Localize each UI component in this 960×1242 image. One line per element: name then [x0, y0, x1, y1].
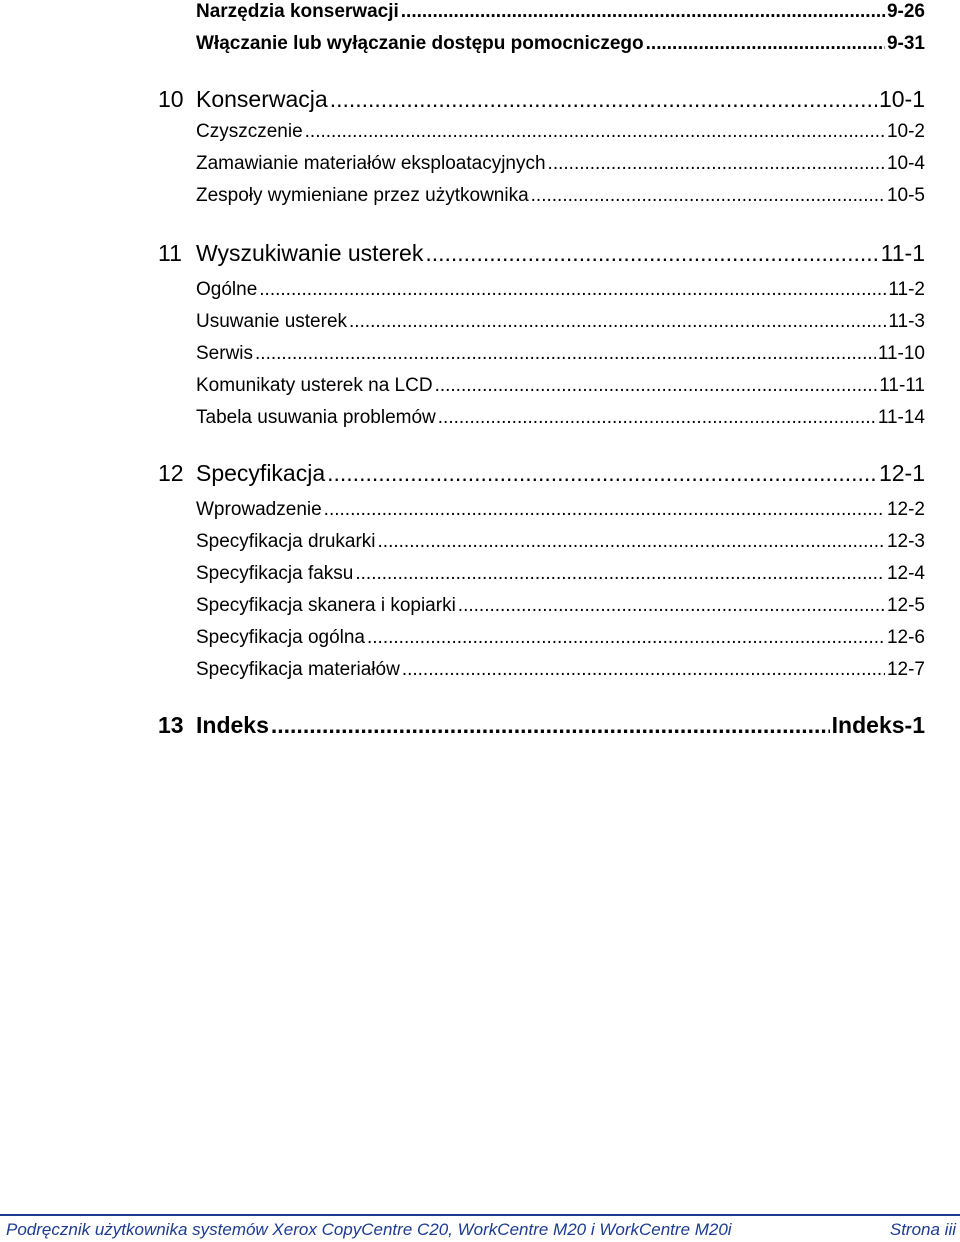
footer-page-number: Strona iii [889, 1220, 956, 1239]
toc-leader-dots [425, 242, 878, 265]
toc-leader-dots [401, 2, 885, 21]
toc-leader-dots [646, 34, 885, 53]
toc-title: Włączanie lub wyłączanie dostępu pomocniczego [196, 33, 644, 54]
toc-chapter-number: 13 [158, 712, 184, 738]
toc-title: Specyfikacja [196, 460, 326, 486]
toc-leader-dots [349, 312, 886, 331]
toc-entry[interactable] [196, 376, 925, 395]
toc-page-number: 11-10 [877, 343, 925, 364]
toc-entry[interactable] [196, 34, 925, 53]
toc-page-number: 11-3 [888, 311, 925, 332]
toc-entry[interactable] [196, 312, 925, 331]
toc-leader-dots [259, 280, 886, 299]
toc-title: Specyfikacja materiałów [196, 659, 400, 680]
toc-leader-dots [355, 564, 885, 583]
toc-page-number: 10-5 [886, 185, 925, 206]
toc-title: Serwis [196, 343, 254, 364]
toc-entry[interactable] [196, 564, 925, 583]
toc-chapter[interactable] [158, 714, 925, 737]
toc-title: Tabela usuwania problemów [196, 407, 436, 428]
toc-entry[interactable] [196, 2, 925, 21]
toc-page-number: 10-4 [886, 153, 925, 174]
toc-entry[interactable] [196, 408, 925, 427]
toc-entry[interactable] [196, 628, 925, 647]
toc-title: Zamawianie materiałów eksploatacyjnych [196, 153, 546, 174]
toc-leader-dots [548, 154, 885, 173]
toc-page-number: 11-11 [879, 375, 925, 396]
toc-entry[interactable] [196, 186, 925, 205]
toc-leader-dots [327, 462, 877, 485]
toc-chapter-number: 10 [158, 86, 184, 112]
toc-page-number: 12-1 [878, 460, 925, 486]
toc-page-number: 11-1 [880, 240, 925, 266]
toc-page-number: 12-5 [886, 595, 925, 616]
footer-rule [0, 1214, 960, 1216]
toc-entry[interactable] [196, 280, 925, 299]
toc-page-number: 12-4 [886, 563, 925, 584]
toc-title: Ogólne [196, 279, 258, 300]
toc-leader-dots [531, 186, 885, 205]
toc-leader-dots [367, 628, 885, 647]
toc-leader-dots [330, 88, 877, 111]
toc-leader-dots [271, 714, 830, 737]
toc-leader-dots [435, 376, 878, 395]
toc-entry[interactable] [196, 122, 925, 141]
toc-chapter[interactable] [158, 88, 925, 111]
toc-title: Czyszczenie [196, 121, 303, 142]
toc-page-number: 12-3 [886, 531, 925, 552]
toc-page-number: Indeks-1 [831, 712, 925, 738]
toc-title: Wyszukiwanie usterek [196, 240, 424, 266]
toc-leader-dots [324, 500, 885, 519]
toc-entry[interactable] [196, 154, 925, 173]
toc-title: Narzędzia konserwacji [196, 1, 399, 22]
toc-title: Indeks [196, 712, 269, 738]
toc-page-number: 9-31 [886, 33, 925, 54]
toc-title: Specyfikacja faksu [196, 563, 354, 584]
toc-page-number: 10-2 [886, 121, 925, 142]
toc-chapter-number: 11 [158, 240, 182, 266]
toc-title: Usuwanie usterek [196, 311, 348, 332]
toc-page-number: 11-14 [877, 407, 925, 428]
toc-page-number: 10-1 [878, 86, 925, 112]
toc-entry[interactable] [196, 596, 925, 615]
toc-chapter[interactable] [158, 462, 925, 485]
toc-chapter[interactable] [158, 242, 925, 265]
toc-page-number: 12-7 [886, 659, 925, 680]
toc-entry[interactable] [196, 532, 925, 551]
page-footer [6, 1220, 956, 1240]
toc-entry[interactable] [196, 500, 925, 519]
toc-page-number: 12-6 [886, 627, 925, 648]
toc-leader-dots [378, 532, 885, 551]
toc-page-number: 11-2 [888, 279, 925, 300]
toc-leader-dots [402, 660, 885, 679]
toc-leader-dots [458, 596, 885, 615]
toc-leader-dots [305, 122, 885, 141]
toc-chapter-number: 12 [158, 460, 184, 486]
toc-title: Specyfikacja ogólna [196, 627, 365, 648]
toc-page-number: 12-2 [886, 499, 925, 520]
toc-title: Konserwacja [196, 86, 328, 112]
toc-title: Komunikaty usterek na LCD [196, 375, 433, 396]
toc-title: Specyfikacja skanera i kopiarki [196, 595, 456, 616]
toc-title: Wprowadzenie [196, 499, 322, 520]
toc-page-number: 9-26 [886, 1, 925, 22]
toc-title: Zespoły wymieniane przez użytkownika [196, 185, 529, 206]
toc-entry[interactable] [196, 660, 925, 679]
toc-title: Specyfikacja drukarki [196, 531, 376, 552]
footer-document-title: Podręcznik użytkownika systemów Xerox CopyCentre C20, WorkCentre M20 i WorkCentre M20i [6, 1220, 732, 1239]
toc-leader-dots [438, 408, 876, 427]
toc-leader-dots [255, 344, 876, 363]
toc-entry[interactable] [196, 344, 925, 363]
